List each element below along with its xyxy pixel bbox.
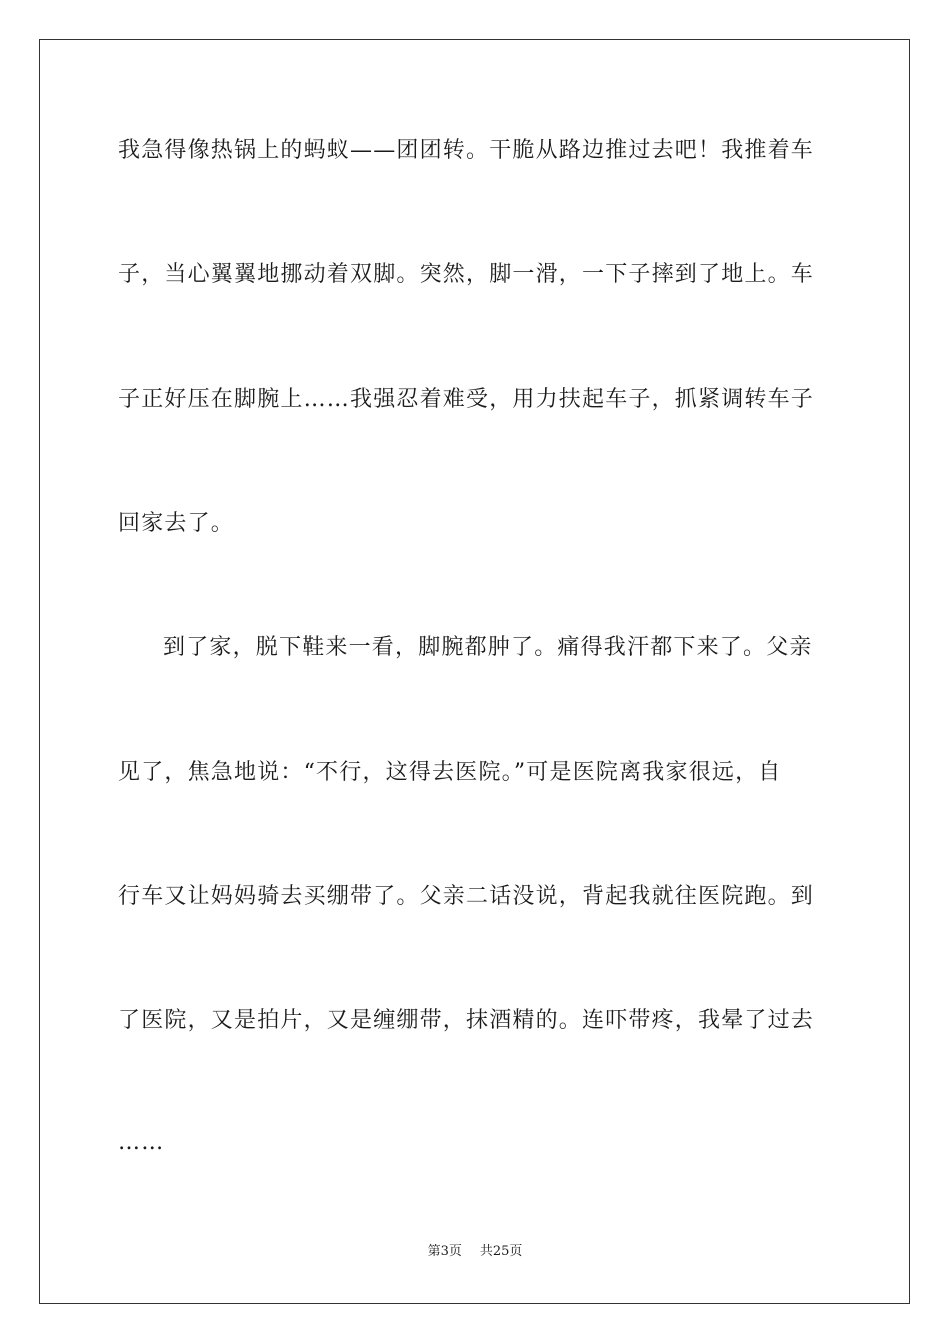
text-line: 行车又让妈妈骑去买绷带了。父亲二话没说，背起我就往医院跑。到 [118, 884, 815, 909]
text-line: 子，当心翼翼地挪动着双脚。突然，脚一滑，一下子摔到了地上。车 [118, 262, 815, 287]
page-total: 共25页 [479, 1244, 523, 1259]
page-frame [39, 39, 910, 1304]
text-line: 我急得像热锅上的蚂蚁——团团转。干脆从路边推过去吧！我推着车 [118, 138, 815, 163]
paragraph-start-line: 到了家，脱下鞋来一看，脚腕都肿了。痛得我汗都下来了。父亲 [163, 635, 813, 660]
text-line: 子正好压在脚腕上……我强忍着难受，用力扶起车子，抓紧调转车子 [118, 387, 815, 412]
text-line: 见了，焦急地说：“不行，这得去医院。”可是医院离我家很远，自 [118, 760, 782, 785]
text-line: 回家去了。 [118, 511, 235, 536]
page-footer [0, 1243, 950, 1261]
text-line: 了医院，又是拍片，又是缠绷带，抹酒精的。连吓带疼，我晕了过去 [118, 1008, 815, 1033]
text-line: …… [118, 1130, 165, 1155]
page-number: 第3页 [427, 1244, 462, 1259]
